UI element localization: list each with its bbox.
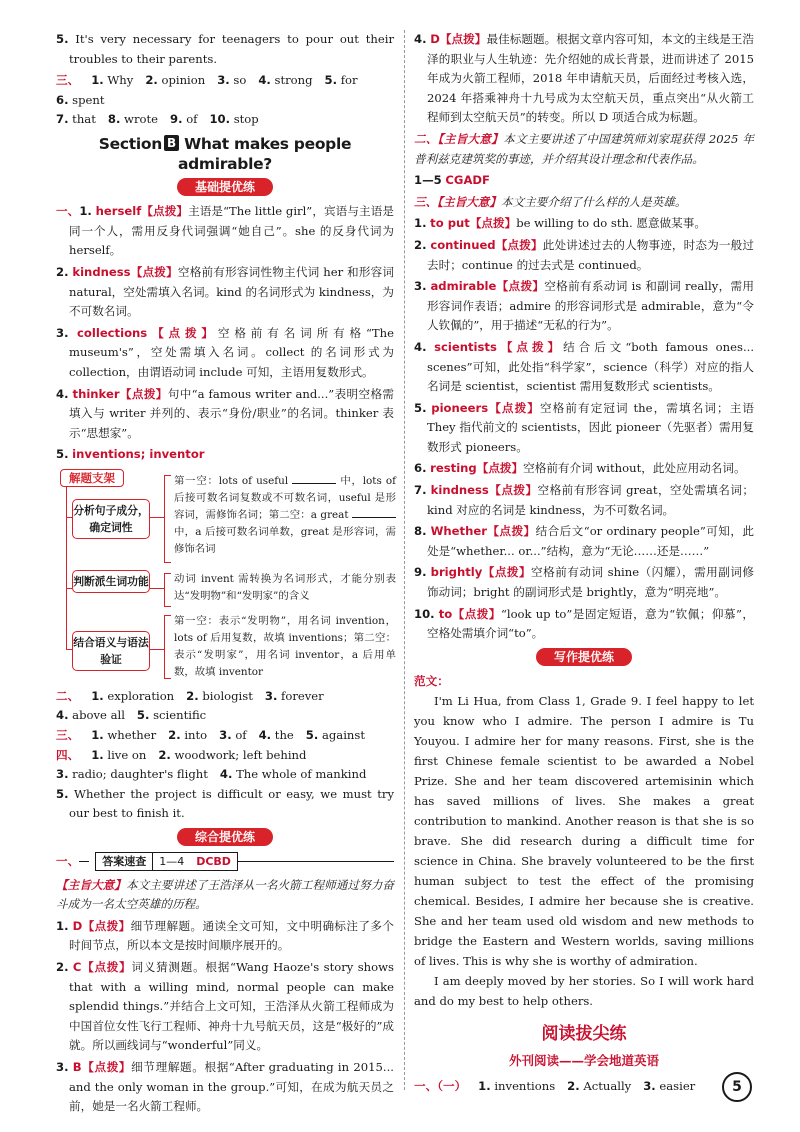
answer-item: 5. It's very necessary for teenagers to pour out their troubles to their parents. [56, 32, 394, 66]
main-idea: 【主旨大意】本文主要讲述了王浩泽从一名火箭工程师通过努力奋斗成为一名太空英雄的历程。 [56, 877, 394, 912]
sample-essay-label: 范文： [414, 673, 449, 688]
basic-item-2: 2. kindness【点拨】空格前有形容词性物主代词 her 和形容词 natural，空处需填入名词。kind 的名词形式为 kindness，为不可数名词。 [56, 264, 394, 319]
diagram-connector [150, 588, 164, 589]
essay-paragraph: I'm Li Hua, from Class 1, Grade 9. I feel happy to let you know who I admire. The person I admire is Tu Youyou. I admire her for many reasons. First, she is the first Chinese female scientist to be awarded a Nobel Prize. She and her team discovered artemisinin which has saved millions of lives. She makes a great contribution to mankind. Another reason is that she is so brave. She did research during a difficult time for science in China. She bravely volunteered to be the first human subject to test the effect of the promising chemical. Besides, I admire her because she is creative. She and her team used old wisdom and new methods to bridge the Eastern and Western worlds, saving millions of lives. This is why she is worthy of admiration. [414, 694, 754, 969]
diagram-connector [150, 649, 164, 650]
main-idea-san: 三、【主旨大意】本文主要介绍了什么样的人是英雄。 [414, 194, 687, 209]
section-title: Section B What makes people admirable? [98, 134, 352, 173]
diagram-text-derive: 动词 invent 需转换为名词形式，才能分别表达“发明物”和“发明家”的含义 [174, 572, 396, 602]
diagram-box-analyze: 分析句子成分，确定词性 [72, 499, 150, 539]
page-number: 5 [722, 1072, 752, 1102]
san-item-6: 6. resting【点拨】空格前有介词 without，此处应用动名词。 [414, 461, 746, 476]
pill-comprehensive: 综合提优练 [177, 828, 273, 846]
section-letter-badge: B [164, 135, 179, 151]
san-item-8: 8. Whether【点拨】结合后文“or ordinary people”可知，此处是“whether... or...”结构，意为“无论……还是……” [414, 524, 754, 558]
diagram-connector [150, 517, 164, 518]
basic-item-1: 一、1. herself【点拨】主语是“The little girl”，宾语与主语是同一个人，需用反身代词强调“她自己”。she 的反身代词为 herself。 [56, 204, 394, 258]
diagram-text-analyze: 第一空：lots of useful 中，lots of 后接可数名词复数或不可数名词，useful 是形容词，需修饰名词；第二空：a great 中，a 后接可数名词单数，great 是形容词，需修饰名词 [174, 474, 397, 555]
diagram-box-verify: 结合语义与语法验证 [72, 631, 150, 671]
column-divider [404, 30, 405, 1090]
pill-basic: 基础提优练 [177, 178, 273, 196]
essay-paragraph: I am deeply moved by her stories. So I will work hard and do my best to help others. [414, 974, 754, 1009]
basic-item-4: 4. thinker【点拨】句中“a famous writer and...”表明空格需填入与 writer 并列的、表示“身份/职业”的名词。thinker 表示“思想家”。 [56, 386, 394, 440]
reading-title: 阅读拔尖练 [541, 1024, 627, 1045]
answer-row-reading: 一、（一） 1. inventions 2. Actually 3. easier [414, 1078, 696, 1093]
san-item-10: 10. to【点拨】“look up to”是固定短语，意为“钦佩；仰慕”，空格处需填介词“to”。 [414, 606, 754, 641]
san-item-9: 9. brightly【点拨】空格前有动词 shine（闪耀），需用副词修饰动词；bright 的副词形式是 brightly，意为“明亮地”。 [414, 565, 754, 600]
diagram-bracket [164, 573, 171, 607]
answer-item: 5. Whether the project is difficult or easy, we must try our best to finish it. [56, 786, 394, 821]
comp-item-4: 4. D【点拨】最佳标题题。根据文章内容可知，本文的主线是王浩泽的职业与人生轨迹：先介绍她的成长背景，进而讲述了 2015 年成为火箭工程师，2018 年申请航天员，后面经过考核入选，2024 年搭乘神舟十九号成为太空航天员，重点突出“从火箭工程师到太空航天员”的转变。所以 D 项适合成为标题。 [414, 32, 754, 125]
san-item-7: 7. kindness【点拨】空格前有形容词 great，空处需填名词；kind 对应的名词是 kindness，为不可数名词。 [414, 483, 754, 517]
left-column [56, 30, 397, 1119]
answer-row-san-2: 7. that 8. wrote 9. of 10. stop [56, 112, 259, 127]
diagram-bracket [164, 475, 171, 563]
san-item-4: 4. scientists【点拨】结合后文“both famous ones... scenes”可知，此处指“科学家”，science（科学）对应的指人名词是 scientist，scientist 需用复数形式 scientists。 [414, 339, 754, 394]
san-item-1: 1. to put【点拨】be willing to do sth. 愿意做某事。 [414, 216, 706, 231]
answer-row-san-b: 三、 1. whether 2. into 3. of 4. the 5. against [56, 728, 365, 743]
main-idea-er: 二、【主旨大意】本文主要讲述了中国建筑师刘家琨获得 2025 年普利兹克建筑奖的事迹，并介绍其设计理念和代表作品。 [414, 131, 754, 166]
answer-row-si: 四、 1. live on 2. woodwork; left behind [56, 747, 307, 762]
basic-item-3: 3. collections【点拨】空格前有名词所有格“The museum's”，空处需填入名词。collect 的名词形式为 collection，由谓语动词 include 可知，主语用复数形式。 [56, 325, 394, 379]
reading-subtitle: 外刊阅读——学会地道英语 [508, 1053, 659, 1068]
solution-diagram [56, 469, 397, 681]
san-item-5: 5. pioneers【点拨】空格前有定冠词 the，需填名词；主语 They 指代前文的 scientists，因此 pioneer（先驱者）需用复数形式 pioneers。 [414, 400, 754, 454]
sample-essay [414, 691, 754, 1011]
comp-item-1: 1. D【点拨】细节理解题。通读全文可知，文中明确标注了多个时间节点，所以本文是按时间顺序展开的。 [56, 918, 394, 953]
pill-writing: 写作提优练 [536, 648, 632, 666]
right-column [414, 30, 754, 1096]
answer-row-si-2: 3. radio; daughter's flight 4. The whole of mankind [56, 767, 367, 782]
diagram-text-verify: 第一空：表示“发明物”，用名词 invention，lots of 后用复数，故填 inventions；第二空：表示“发明家”，用名词 inventor，a 后用单数，故填 inventor [174, 614, 396, 678]
san-item-2: 2. continued【点拨】此处讲述过去的人物事迹，时态为一般过去时；continue 的过去式是 continued。 [414, 237, 754, 272]
diagram-box-derive: 判断派生词功能 [72, 570, 150, 593]
quick-answer-row: 一、 答案速查 1—4 DCBD [56, 852, 394, 872]
quick-answer-box: 答案速查 1—4 DCBD [95, 852, 238, 871]
answer-er: 1—5 CGADF [414, 173, 490, 188]
diagram-label: 解题支架 [60, 469, 124, 487]
answer-row-san: 三、 1. Why 2. opinion 3. so 4. strong 5. for 6. spent [56, 73, 358, 107]
comp-item-3: 3. B【点拨】细节理解题。根据“After graduating in 2015... and the only woman in the group.”可知，在成为航天员之前，她是一名火箭工程师。 [56, 1059, 394, 1114]
answer-row-er: 二、 1. exploration 2. biologist 3. forever 4. above all 5. scientific [56, 688, 324, 723]
basic-item-5: 5. inventions; inventor [56, 447, 205, 462]
diagram-trunk [66, 485, 67, 649]
san-item-3: 3. admirable【点拨】空格前有系动词 is 和副词 really，需用形容词作表语；admire 的形容词形式是 admirable，意为“令人钦佩的”，用于描述“无私的行为”。 [414, 279, 754, 333]
comp-item-2: 2. C【点拨】词义猜测题。根据“Wang Haoze's story shows that with a willing mind, normal people can make splendid things.”并结合上文可知，王浩泽从火箭工程师成为中国首位女性飞行工程师、神舟十九号航天员，这是“极好的”成就。所以画线词与“wonderful”同义。 [56, 960, 394, 1053]
diagram-bracket [164, 615, 171, 679]
